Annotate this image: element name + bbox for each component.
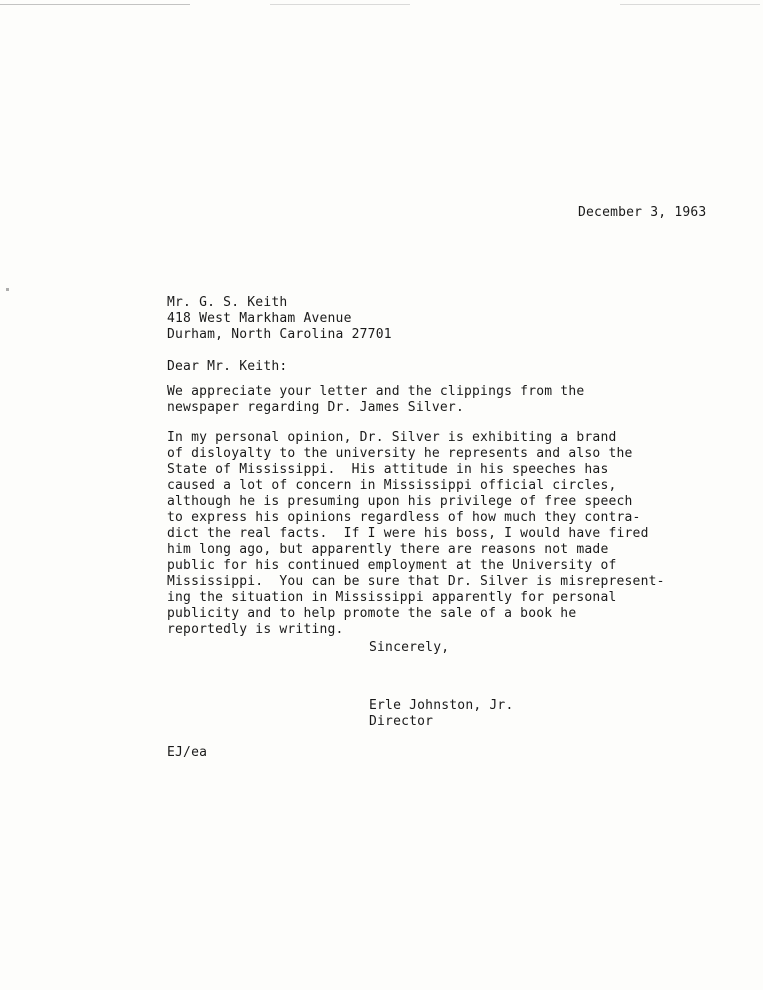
paragraph-2-line: caused a lot of concern in Mississippi official circles,: [167, 478, 617, 493]
recipient-line: Durham, North Carolina 27701: [167, 327, 392, 342]
paragraph-2-line: of disloyalty to the university he represents and also the: [167, 446, 633, 461]
paragraph-2-line: State of Mississippi. His attitude in his speeches has: [167, 462, 609, 477]
recipient-line: Mr. G. S. Keith: [167, 295, 288, 310]
letter-date: December 3, 1963: [578, 205, 707, 220]
paragraph-2-line: publicity and to help promote the sale of a book he: [167, 606, 577, 621]
paragraph-2-line: dict the real facts. If I were his boss, I would have fired: [167, 526, 649, 541]
paragraph-2-line: reportedly is writing.: [167, 622, 344, 637]
salutation: Dear Mr. Keith:: [167, 359, 288, 374]
scan-mark: [620, 4, 760, 5]
paragraph-2-line: In my personal opinion, Dr. Silver is exhibiting a brand: [167, 430, 617, 445]
paragraph-2-line: Mississippi. You can be sure that Dr. Silver is misrepresent-: [167, 574, 665, 589]
scan-mark: [0, 4, 190, 5]
scan-mark: [270, 4, 410, 5]
paragraph-2-line: ing the situation in Mississippi apparently for personal: [167, 590, 617, 605]
paragraph-1-line: We appreciate your letter and the clippings from the: [167, 384, 585, 399]
paragraph-2-line: public for his continued employment at the University of: [167, 558, 617, 573]
paragraph-2-line: to express his opinions regardless of how much they contra-: [167, 510, 641, 525]
closing: Sincerely,: [369, 640, 450, 655]
signature-title: Director: [369, 714, 434, 729]
paragraph-1-line: newspaper regarding Dr. James Silver.: [167, 400, 464, 415]
paragraph-2-line: although he is presuming upon his privilege of free speech: [167, 494, 633, 509]
paragraph-2-line: him long ago, but apparently there are reasons not made: [167, 542, 609, 557]
scan-mark: [6, 288, 9, 291]
signature-name: Erle Johnston, Jr.: [369, 698, 514, 713]
recipient-line: 418 West Markham Avenue: [167, 311, 352, 326]
typist-initials: EJ/ea: [167, 745, 208, 760]
